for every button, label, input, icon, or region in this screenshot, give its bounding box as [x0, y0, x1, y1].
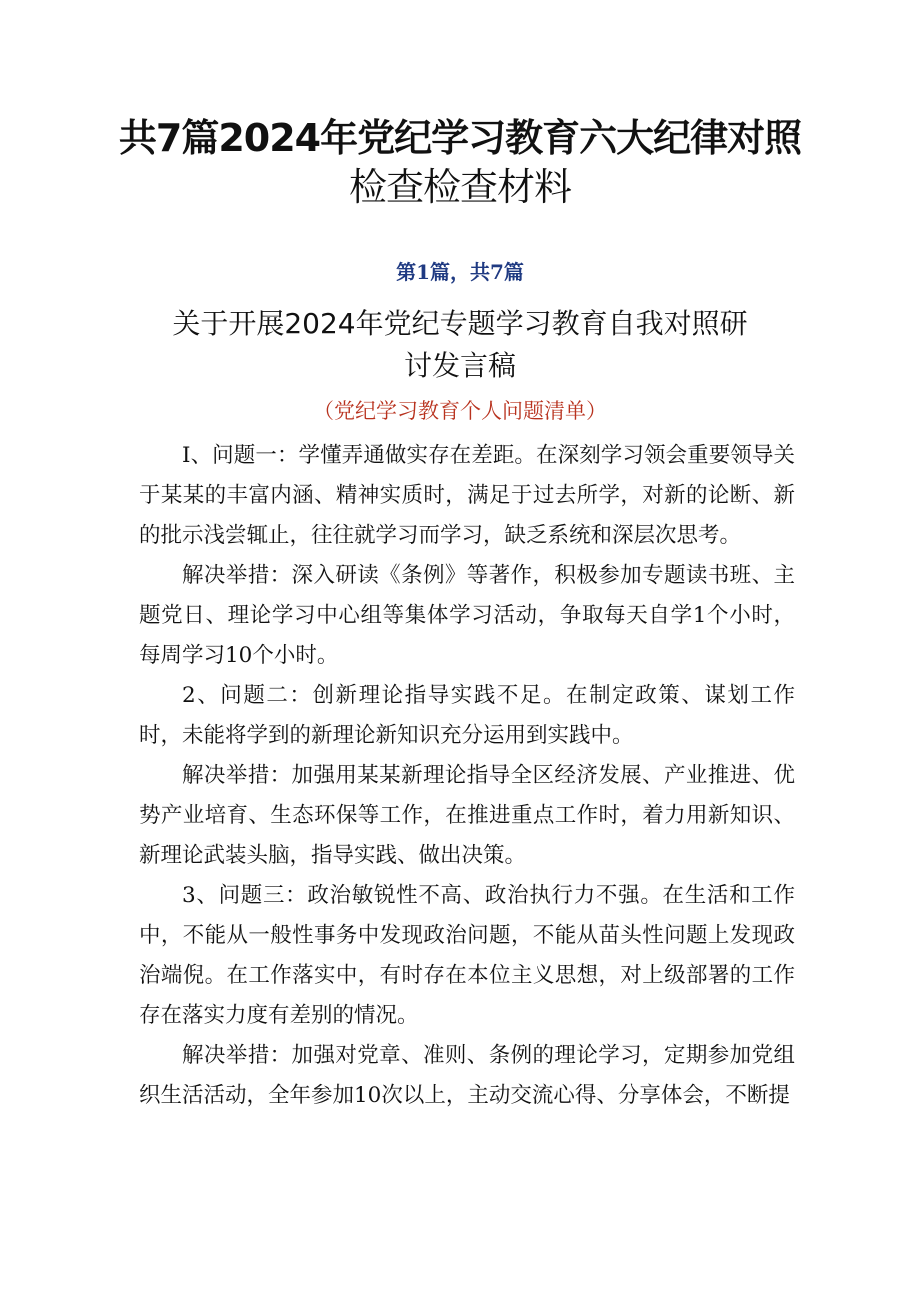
paragraph-problem-2: 2、问题二：创新理论指导实践不足。在制定政策、谋划工作时，未能将学到的新理论新知识充分运用到实践中。 — [139, 683, 795, 748]
paragraph-solution-1: 解决举措：深入研读《条例》等著作，积极参加专题读书班、主题党日、理论学习中心组等集体学习活动，争取每天自学1个小时，每周学习10个小时。 — [139, 563, 795, 668]
article-note: （党纪学习教育个人问题清单） — [313, 399, 607, 423]
paragraph-problem-3: 3、问题三：政治敏锐性不高、政治执行力不强。在生活和工作中，不能从一般性事务中发现政治问题，不能从苗头性问题上发现政治端倪。在工作落实中，有时存在本位主义思想，对上级部署的工作存在落实力度有差别的情况。 — [139, 883, 795, 1028]
article-title-line-2: 讨发言稿 — [403, 349, 516, 382]
article-body — [139, 436, 795, 1116]
document-title-line-2: 检查检查材料 — [348, 165, 571, 209]
article-title-line-1: 关于开展2024年党纪专题学习教育自我对照研 — [172, 307, 748, 340]
paragraph-problem-1: I、问题一：学懂弄通做实存在差距。在深刻学习领会重要领导关于某某的丰富内涵、精神实质时，满足于过去所学，对新的论断、新的批示浅尝辄止，往往就学习而学习，缺乏系统和深层次思考。 — [139, 443, 795, 548]
document-title-line-1: 共7篇2024年党纪学习教育六大纪律对照 — [118, 116, 802, 160]
paragraph-solution-2: 解决举措：加强用某某新理论指导全区经济发展、产业推进、优势产业培育、生态环保等工作，在推进重点工作时，着力用新知识、新理论武装头脑，指导实践、做出决策。 — [139, 763, 795, 868]
paragraph-solution-3: 解决举措：加强对党章、准则、条例的理论学习，定期参加党组织生活活动，全年参加10次以上，主动交流心得、分享体会，不断提 — [139, 1043, 795, 1108]
article-counter: 第1篇，共7篇 — [396, 260, 524, 284]
